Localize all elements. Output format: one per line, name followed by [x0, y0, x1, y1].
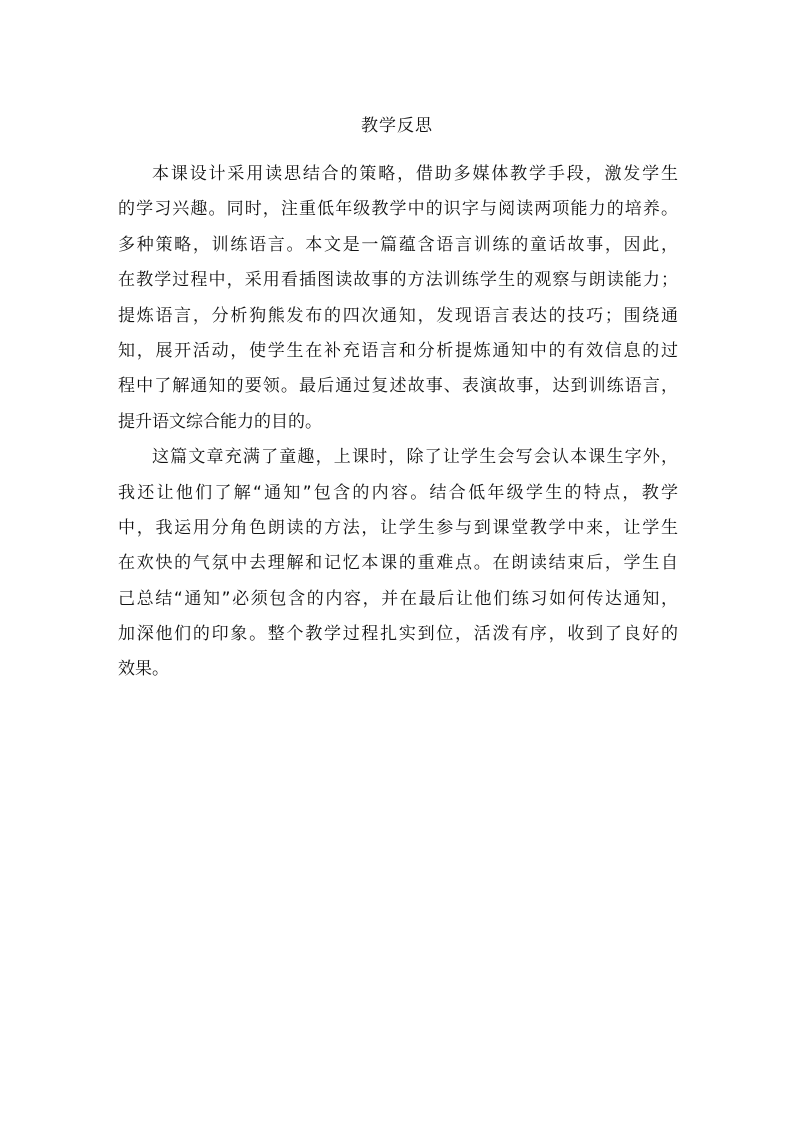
text-line: 中，我运用分角色朗读的方法，让学生参与到课堂教学中来，让学生: [118, 517, 678, 538]
document-body: [118, 157, 678, 688]
paragraph-1: [118, 157, 678, 440]
text-line: 加深他们的印象。整个教学过程扎实到位，活泼有序，收到了良好的: [118, 624, 678, 645]
text-line: 在欢快的气氛中去理解和记忆本课的重难点。在朗读结束后，学生自: [118, 553, 678, 574]
page-title: 教学反思: [361, 116, 433, 136]
text-line: 知，展开活动，使学生在补充语言和分析提炼通知中的有效信息的过: [118, 340, 678, 361]
text-line: 效果。: [118, 659, 169, 680]
text-line: 的学习兴趣。同时，注重低年级教学中的识字与阅读两项能力的培养。: [118, 199, 678, 220]
text-line: 这篇文章充满了童趣，上课时，除了让学生会写会认本课生字外，: [152, 447, 678, 468]
text-line: 多种策略，训练语言。本文是一篇蕴含语言训练的童话故事，因此，: [118, 234, 678, 255]
text-line: 在教学过程中，采用看插图读故事的方法训练学生的观察与朗读能力；: [118, 270, 678, 291]
text-line: 我还让他们了解“通知”包含的内容。结合低年级学生的特点，教学: [118, 482, 678, 503]
text-line: 本课设计采用读思结合的策略，借助多媒体教学手段，激发学生: [152, 164, 678, 184]
text-line: 己总结“通知”必须包含的内容，并在最后让他们练习如何传达通知，: [118, 588, 678, 609]
paragraph-2: [118, 440, 678, 688]
text-line: 提升语文综合能力的目的。: [118, 411, 322, 432]
text-line: 提炼语言，分析狗熊发布的四次通知，发现语言表达的技巧；围绕通: [118, 305, 678, 326]
text-line: 程中了解通知的要领。最后通过复述故事、表演故事，达到训练语言，: [118, 376, 678, 397]
